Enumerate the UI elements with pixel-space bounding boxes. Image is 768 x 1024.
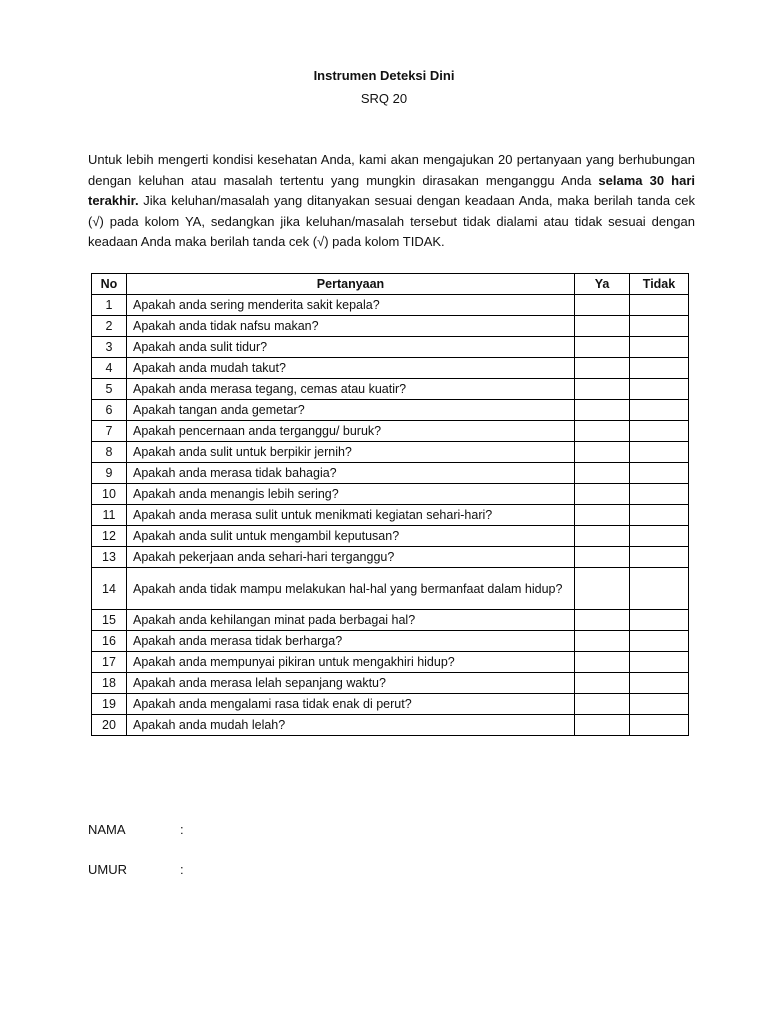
row-number: 20	[92, 715, 127, 736]
row-question: Apakah anda merasa lelah sepanjang waktu?	[127, 673, 575, 694]
table-row	[92, 568, 689, 610]
table-header-row	[92, 274, 689, 295]
row-number: 6	[92, 400, 127, 421]
table-row	[92, 610, 689, 631]
header-no: No	[92, 274, 127, 295]
row-number: 15	[92, 610, 127, 631]
table-row	[92, 379, 689, 400]
answer-yes-cell[interactable]	[575, 358, 630, 379]
row-question: Apakah anda sulit untuk mengambil keputusan?	[127, 526, 575, 547]
answer-yes-cell[interactable]	[575, 673, 630, 694]
row-question: Apakah anda sering menderita sakit kepala?	[127, 295, 575, 316]
row-question: Apakah anda sulit untuk berpikir jernih?	[127, 442, 575, 463]
row-number: 12	[92, 526, 127, 547]
row-number: 17	[92, 652, 127, 673]
table-row	[92, 526, 689, 547]
row-question: Apakah anda tidak nafsu makan?	[127, 316, 575, 337]
row-question: Apakah anda mempunyai pikiran untuk mengakhiri hidup?	[127, 652, 575, 673]
answer-no-cell[interactable]	[630, 631, 689, 652]
answer-no-cell[interactable]	[630, 547, 689, 568]
row-question: Apakah anda merasa tegang, cemas atau kuatir?	[127, 379, 575, 400]
row-number: 18	[92, 673, 127, 694]
answer-yes-cell[interactable]	[575, 547, 630, 568]
row-number: 8	[92, 442, 127, 463]
answer-no-cell[interactable]	[630, 505, 689, 526]
answer-yes-cell[interactable]	[575, 337, 630, 358]
row-number: 19	[92, 694, 127, 715]
table-row	[92, 673, 689, 694]
answer-no-cell[interactable]	[630, 715, 689, 736]
answer-no-cell[interactable]	[630, 400, 689, 421]
row-question: Apakah anda merasa tidak bahagia?	[127, 463, 575, 484]
answer-no-cell[interactable]	[630, 421, 689, 442]
row-question: Apakah tangan anda gemetar?	[127, 400, 575, 421]
answer-no-cell[interactable]	[630, 358, 689, 379]
row-question: Apakah anda merasa sulit untuk menikmati kegiatan sehari-hari?	[127, 505, 575, 526]
answer-yes-cell[interactable]	[575, 442, 630, 463]
header-yes: Ya	[575, 274, 630, 295]
answer-no-cell[interactable]	[630, 484, 689, 505]
answer-no-cell[interactable]	[630, 337, 689, 358]
answer-yes-cell[interactable]	[575, 421, 630, 442]
row-number: 14	[92, 568, 127, 610]
row-number: 9	[92, 463, 127, 484]
name-label: NAMA	[88, 822, 126, 837]
name-colon: :	[180, 822, 184, 837]
row-question: Apakah anda kehilangan minat pada berbagai hal?	[127, 610, 575, 631]
row-question: Apakah anda tidak mampu melakukan hal-hal yang bermanfaat dalam hidup?	[127, 568, 575, 610]
row-question: Apakah anda sulit tidur?	[127, 337, 575, 358]
answer-yes-cell[interactable]	[575, 295, 630, 316]
row-question: Apakah pekerjaan anda sehari-hari terganggu?	[127, 547, 575, 568]
table-row	[92, 358, 689, 379]
answer-no-cell[interactable]	[630, 295, 689, 316]
table-row	[92, 652, 689, 673]
answer-no-cell[interactable]	[630, 610, 689, 631]
answer-yes-cell[interactable]	[575, 694, 630, 715]
table-row	[92, 715, 689, 736]
answer-yes-cell[interactable]	[575, 631, 630, 652]
answer-no-cell[interactable]	[630, 526, 689, 547]
intro-text-part2: Jika keluhan/masalah yang ditanyakan sesuai dengan keadaan Anda, maka berilah tanda cek (√) pada kolom YA, sedangkan jika keluhan/masalah tersebut tidak dialami atau tidak sesuai dengan keadaan Anda maka berilah tanda cek (√) pada kolom TIDAK.	[88, 193, 695, 249]
table-row	[92, 442, 689, 463]
question-rows	[92, 295, 689, 736]
answer-no-cell[interactable]	[630, 442, 689, 463]
intro-text-bold: selama 30 hari terakhir.	[88, 172, 695, 208]
header-question: Pertanyaan	[127, 274, 575, 295]
row-question: Apakah anda mengalami rasa tidak enak di perut?	[127, 694, 575, 715]
row-number: 11	[92, 505, 127, 526]
answer-no-cell[interactable]	[630, 652, 689, 673]
row-question: Apakah anda merasa tidak berharga?	[127, 631, 575, 652]
answer-yes-cell[interactable]	[575, 568, 630, 610]
srq-question-table	[91, 273, 689, 736]
answer-yes-cell[interactable]	[575, 505, 630, 526]
document-title: Instrumen Deteksi Dini	[313, 68, 455, 83]
row-question: Apakah anda menangis lebih sering?	[127, 484, 575, 505]
answer-no-cell[interactable]	[630, 316, 689, 337]
document-subtitle: SRQ 20	[360, 91, 408, 106]
row-question: Apakah anda mudah takut?	[127, 358, 575, 379]
table-row	[92, 337, 689, 358]
table-row	[92, 631, 689, 652]
age-colon: :	[180, 862, 184, 877]
table-row	[92, 400, 689, 421]
age-label: UMUR	[88, 862, 127, 877]
answer-yes-cell[interactable]	[575, 463, 630, 484]
table-row	[92, 547, 689, 568]
answer-yes-cell[interactable]	[575, 715, 630, 736]
answer-no-cell[interactable]	[630, 463, 689, 484]
intro-paragraph	[88, 150, 695, 253]
answer-yes-cell[interactable]	[575, 526, 630, 547]
table-row	[92, 694, 689, 715]
table-row	[92, 295, 689, 316]
table-row	[92, 463, 689, 484]
header-tidak: Tidak	[630, 274, 689, 295]
answer-yes-cell[interactable]	[575, 484, 630, 505]
table-row	[92, 505, 689, 526]
row-question: Apakah anda mudah lelah?	[127, 715, 575, 736]
row-question: Apakah pencernaan anda terganggu/ buruk?	[127, 421, 575, 442]
table-row	[92, 484, 689, 505]
answer-no-cell[interactable]	[630, 694, 689, 715]
row-number: 4	[92, 358, 127, 379]
answer-yes-cell[interactable]	[575, 652, 630, 673]
row-number: 3	[92, 337, 127, 358]
table-row	[92, 421, 689, 442]
row-number: 1	[92, 295, 127, 316]
answer-yes-cell[interactable]	[575, 400, 630, 421]
row-number: 2	[92, 316, 127, 337]
row-number: 13	[92, 547, 127, 568]
row-number: 5	[92, 379, 127, 400]
row-number: 10	[92, 484, 127, 505]
intro-text-part1: Untuk lebih mengerti kondisi kesehatan Anda, kami akan mengajukan 20 pertanyaan yang berhubungan dengan keluhan atau masalah tertentu yang mungkin dirasakan menganggu Anda	[88, 152, 695, 188]
answer-no-cell[interactable]	[630, 568, 689, 610]
answer-no-cell[interactable]	[630, 379, 689, 400]
answer-yes-cell[interactable]	[575, 379, 630, 400]
answer-no-cell[interactable]	[630, 673, 689, 694]
row-number: 7	[92, 421, 127, 442]
name-field	[88, 822, 190, 837]
table-row	[92, 316, 689, 337]
age-field	[88, 862, 190, 877]
row-number: 16	[92, 631, 127, 652]
answer-yes-cell[interactable]	[575, 316, 630, 337]
answer-yes-cell[interactable]	[575, 610, 630, 631]
